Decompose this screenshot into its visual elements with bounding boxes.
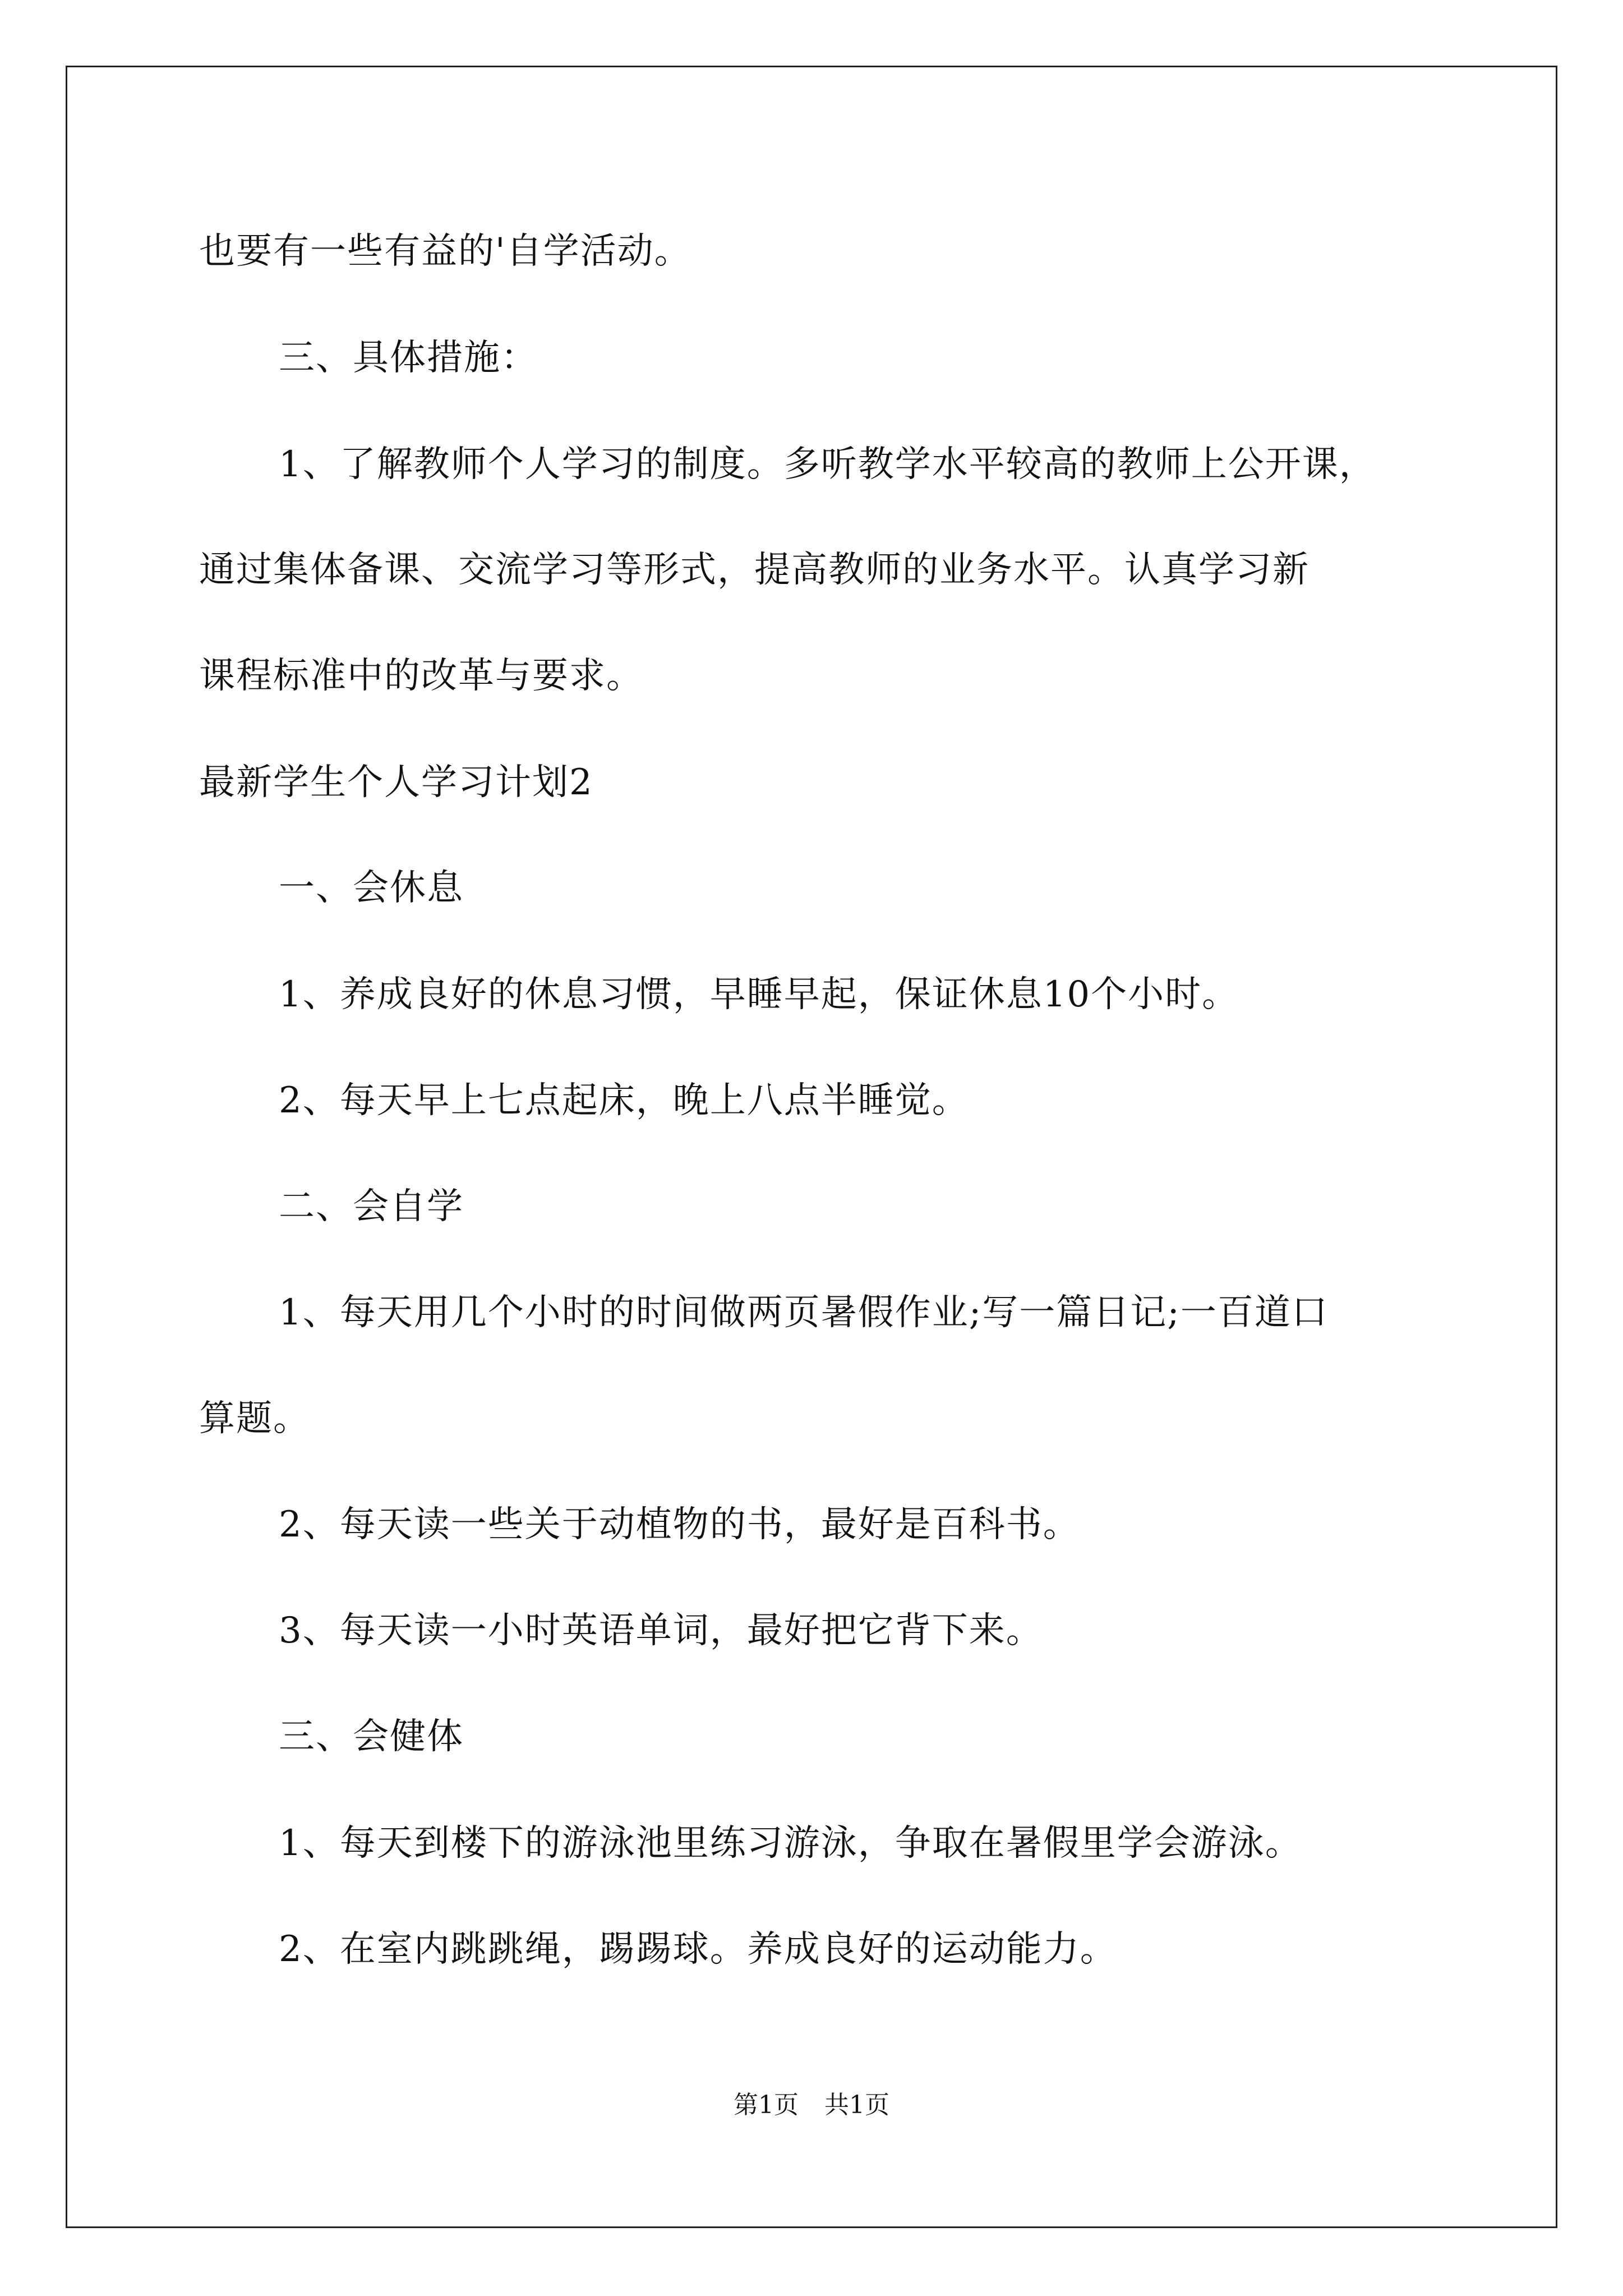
section-heading: 三、会健体 [279,1716,464,1757]
paragraph-line: 2、在室内跳跳绳，踢踢球。养成良好的运动能力。 [279,1929,1117,1970]
page-footer [0,2090,1623,2121]
paragraph-line: 1、每天到楼下的游泳池里练习游泳，争取在暑假里学会游泳。 [279,1823,1302,1864]
document-title: 最新学生个人学习计划2 [199,762,593,803]
paragraph-line: 2、每天读一些关于动植物的书，最好是百科书。 [279,1504,1080,1545]
page-number: 第1页 [734,2091,799,2119]
paragraph-line: 通过集体备课、交流学习等形式，提高教师的业务水平。认真学习新 [199,549,1310,591]
paragraph-line: 1、养成良好的休息习惯，早睡早起，保证休息10个小时。 [279,974,1239,1015]
paragraph-line: 3、每天读一小时英语单词，最好把它背下来。 [279,1610,1043,1651]
page-total: 共1页 [824,2091,889,2119]
page-border [66,66,1557,2228]
paragraph-line: 2、每天早上七点起床，晚上八点半睡觉。 [279,1080,969,1121]
paragraph-line: 也要有一些有益的'自学活动。 [199,231,691,272]
section-heading: 一、会休息 [279,867,464,909]
paragraph-line: 1、每天用几个小时的时间做两页暑假作业;写一篇日记;一百道口 [279,1292,1329,1333]
paragraph-line: 1、了解教师个人学习的制度。多听教学水平较高的教师上公开课， [279,444,1376,485]
paragraph-line: 算题。 [199,1398,310,1439]
section-heading: 三、具体措施： [279,337,538,379]
paragraph-line: 课程标准中的改革与要求。 [199,655,643,697]
section-heading: 二、会自学 [279,1186,464,1227]
